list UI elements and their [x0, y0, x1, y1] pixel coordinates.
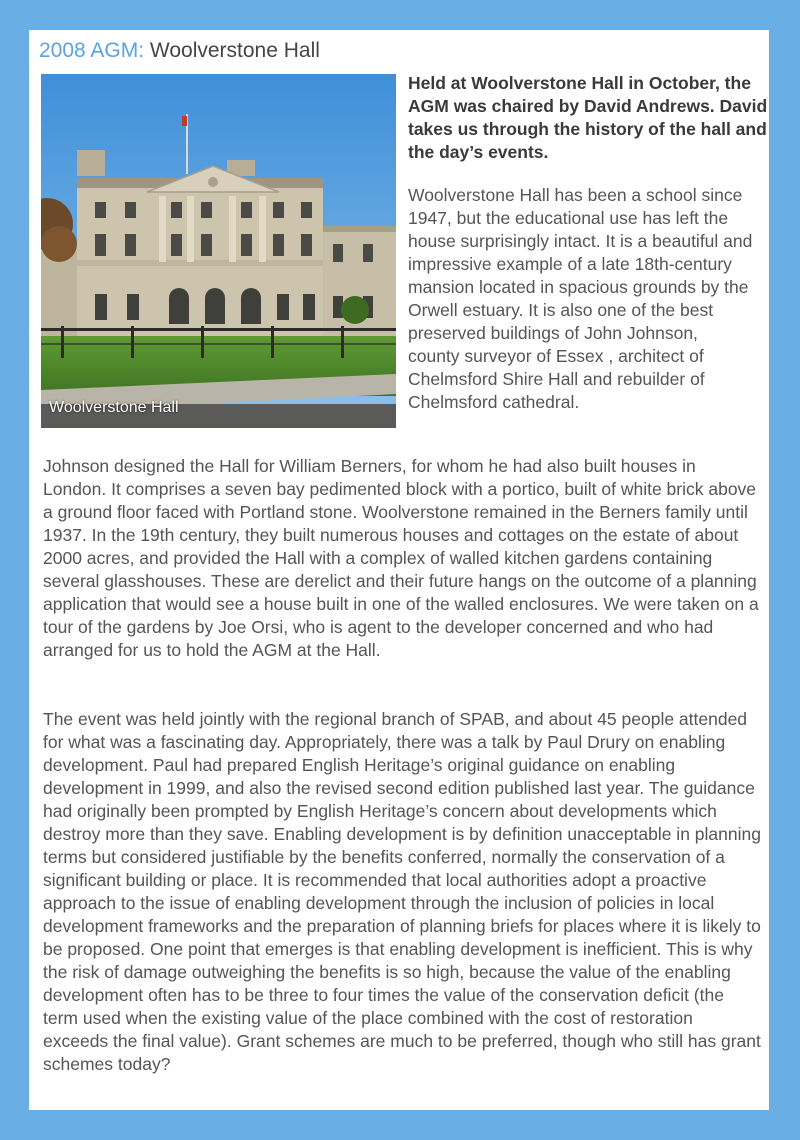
heading-title: Woolverstone Hall: [149, 39, 320, 62]
hall-photo-illustration: [41, 74, 396, 428]
article-page: [29, 30, 769, 1110]
paragraph-design: Johnson designed the Hall for William Berners, for whom he had also built houses in London. It comprises a seven bay pedimented block with a portico, built of white brick above a ground floor faced with Portland stone. Woolverstone remained in the Berners family until 1937. In the 19th century, they built numerous houses and cottages on the estate of about 2000 acres, and provided the Hall with a complex of walled kitchen gardens containing several glasshouses. These are derelict and their future hangs on the outcome of a planning application that would see a house built in one of the walled enclosures. We were taken on a tour of the gardens by Joe Orsi, who is agent to the developer concerned and who had arranged for us to hold the AGM at the Hall.: [43, 456, 759, 660]
photo-caption: Woolverstone Hall: [49, 399, 179, 416]
hall-photo: [41, 74, 396, 428]
paragraph-event: The event was held jointly with the regional branch of SPAB, and about 45 people attended for what was a fascinating day. Appropriately, there was a talk by Paul Drury on enabling development. Paul had prepared English Heritage’s original guidance on enabling development in 1999, and also the revised second edition published last year. The guidance had originally been prompted by English Heritage’s concern about developments which destroy more than they save. Enabling development is by definition unacceptable in planning terms but considered justifiable by the benefits conferred, normally the conservation of a significant building or place. It is recommended that local authorities adopt a proactive approach to the issue of enabling development through the inclusion of policies in local development frameworks and the preparation of planning briefs for places where it is likely to be proposed. One point that emerges is that enabling development is inefficient. This is why the risk of damage outweighing the benefits is so high, because the value of the enabling development often has to be three to four times the value of the conservation deficit (the term used when the existing value of the place combined with the cost of restoration exceeds the final value). Grant schemes are much to be preferred, though who still has grant schemes today?: [43, 709, 761, 1074]
paragraph-history: Woolverstone Hall has been a school since 1947, but the educational use has left the house surprisingly intact. It is a beautiful and impressive example of a late 18th-century mansion located in spacious grounds by the Orwell estuary. It is also one of the best preserved buildings of John Johnson, county surveyor of Essex , architect of Chelmsford Shire Hall and rebuilder of Chelmsford cathedral.: [408, 185, 753, 412]
article-heading: [39, 38, 320, 64]
article-intro: Held at Woolverstone Hall in October, the AGM was chaired by David Andrews. David takes us through the history of the hall and the day’s events.: [408, 73, 768, 162]
heading-accent: 2008 AGM:: [39, 39, 145, 62]
